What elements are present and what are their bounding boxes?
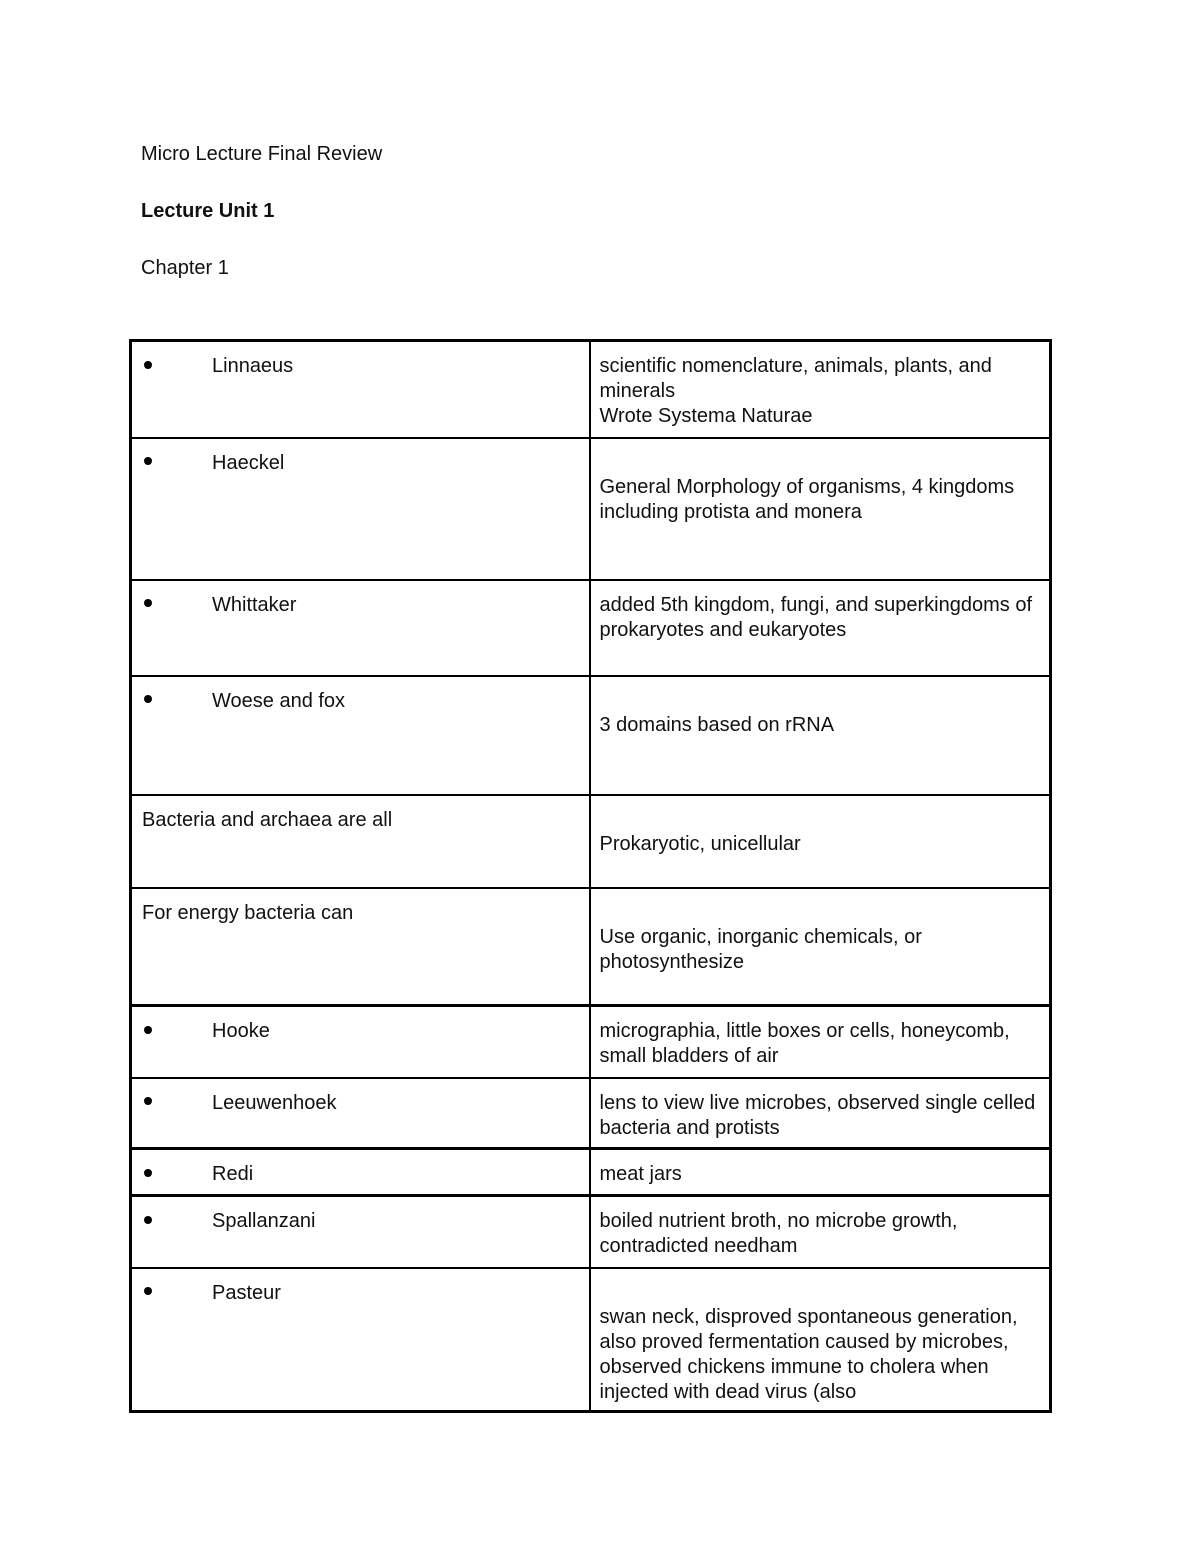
definition-text: Use organic, inorganic chemicals, or photosynthesize — [599, 925, 922, 973]
definition-text: 3 domains based on rRNA — [599, 713, 835, 736]
definition-cell — [590, 1078, 1051, 1149]
term-cell — [131, 676, 590, 795]
term-label: Woese and fox — [212, 689, 346, 712]
definition-cell — [590, 438, 1051, 580]
term-label: Redi — [212, 1163, 254, 1185]
page-title: Micro Lecture Final Review — [141, 143, 383, 165]
table-row — [131, 795, 1051, 888]
definition-cell — [590, 1268, 1051, 1412]
term-label: Bacteria and archaea are all — [142, 808, 393, 831]
table-row — [131, 580, 1051, 676]
table-row — [131, 341, 1051, 438]
term-cell — [131, 795, 590, 888]
term-label: Hooke — [212, 1020, 270, 1042]
table-row — [131, 1006, 1051, 1078]
term-cell — [131, 1078, 590, 1149]
definition-cell — [590, 888, 1051, 1006]
unit-heading: Lecture Unit 1 — [141, 200, 275, 222]
term-cell — [131, 1196, 590, 1268]
bullet-icon — [142, 593, 212, 618]
definition-cell — [590, 1149, 1051, 1196]
table-row — [131, 438, 1051, 580]
table-row — [131, 1078, 1051, 1149]
bullet-icon — [142, 1281, 212, 1306]
bullet-icon — [142, 1162, 212, 1187]
definition-cell — [590, 1006, 1051, 1078]
definition-cell — [590, 341, 1051, 438]
term-label: Haeckel — [212, 451, 285, 474]
definition-text: scientific nomenclature, animals, plants, and minerals — [599, 355, 992, 402]
bullet-icon — [142, 1019, 212, 1044]
table-row — [131, 888, 1051, 1006]
term-cell — [131, 580, 590, 676]
term-label: Whittaker — [212, 593, 297, 616]
term-label: Leeuwenhoek — [212, 1091, 337, 1114]
review-table — [129, 339, 1052, 1413]
term-label: Linnaeus — [212, 355, 294, 377]
term-cell — [131, 341, 590, 438]
term-label: For energy bacteria can — [142, 901, 354, 924]
term-cell — [131, 1268, 590, 1412]
definition-text: swan neck, disproved spontaneous generation, also proved fermentation caused by microbes, observed chickens immune to cholera when injected with dead virus (also — [599, 1305, 1018, 1403]
definition-text: micrographia, little boxes or cells, honeycomb, small bladders of air — [599, 1020, 1010, 1067]
table-row — [131, 676, 1051, 795]
term-cell — [131, 438, 590, 580]
term-cell — [131, 888, 590, 1006]
definition-cell — [590, 580, 1051, 676]
term-cell — [131, 1149, 590, 1196]
table-row — [131, 1149, 1051, 1196]
definition-text: added 5th kingdom, fungi, and superkingdoms of prokaryotes and eukaryotes — [599, 593, 1033, 641]
definition-text: Wrote Systema Naturae — [599, 405, 813, 427]
definition-text: Prokaryotic, unicellular — [599, 832, 801, 855]
definition-text: boiled nutrient broth, no microbe growth, contradicted needham — [599, 1210, 958, 1257]
chapter-heading: Chapter 1 — [141, 257, 229, 279]
bullet-icon — [142, 1209, 212, 1234]
table-row — [131, 1196, 1051, 1268]
term-label: Spallanzani — [212, 1210, 316, 1232]
definition-cell — [590, 676, 1051, 795]
definition-text: General Morphology of organisms, 4 kingdoms including protista and monera — [599, 475, 1015, 523]
bullet-icon — [142, 689, 212, 714]
bullet-icon — [142, 1091, 212, 1116]
term-label: Pasteur — [212, 1281, 281, 1304]
definition-text: meat jars — [599, 1163, 682, 1185]
table-row — [131, 1268, 1051, 1412]
definition-text: lens to view live microbes, observed single celled bacteria and protists — [599, 1091, 1036, 1139]
term-cell — [131, 1006, 590, 1078]
definition-cell — [590, 1196, 1051, 1268]
bullet-icon — [142, 354, 212, 379]
bullet-icon — [142, 451, 212, 476]
definition-cell — [590, 795, 1051, 888]
